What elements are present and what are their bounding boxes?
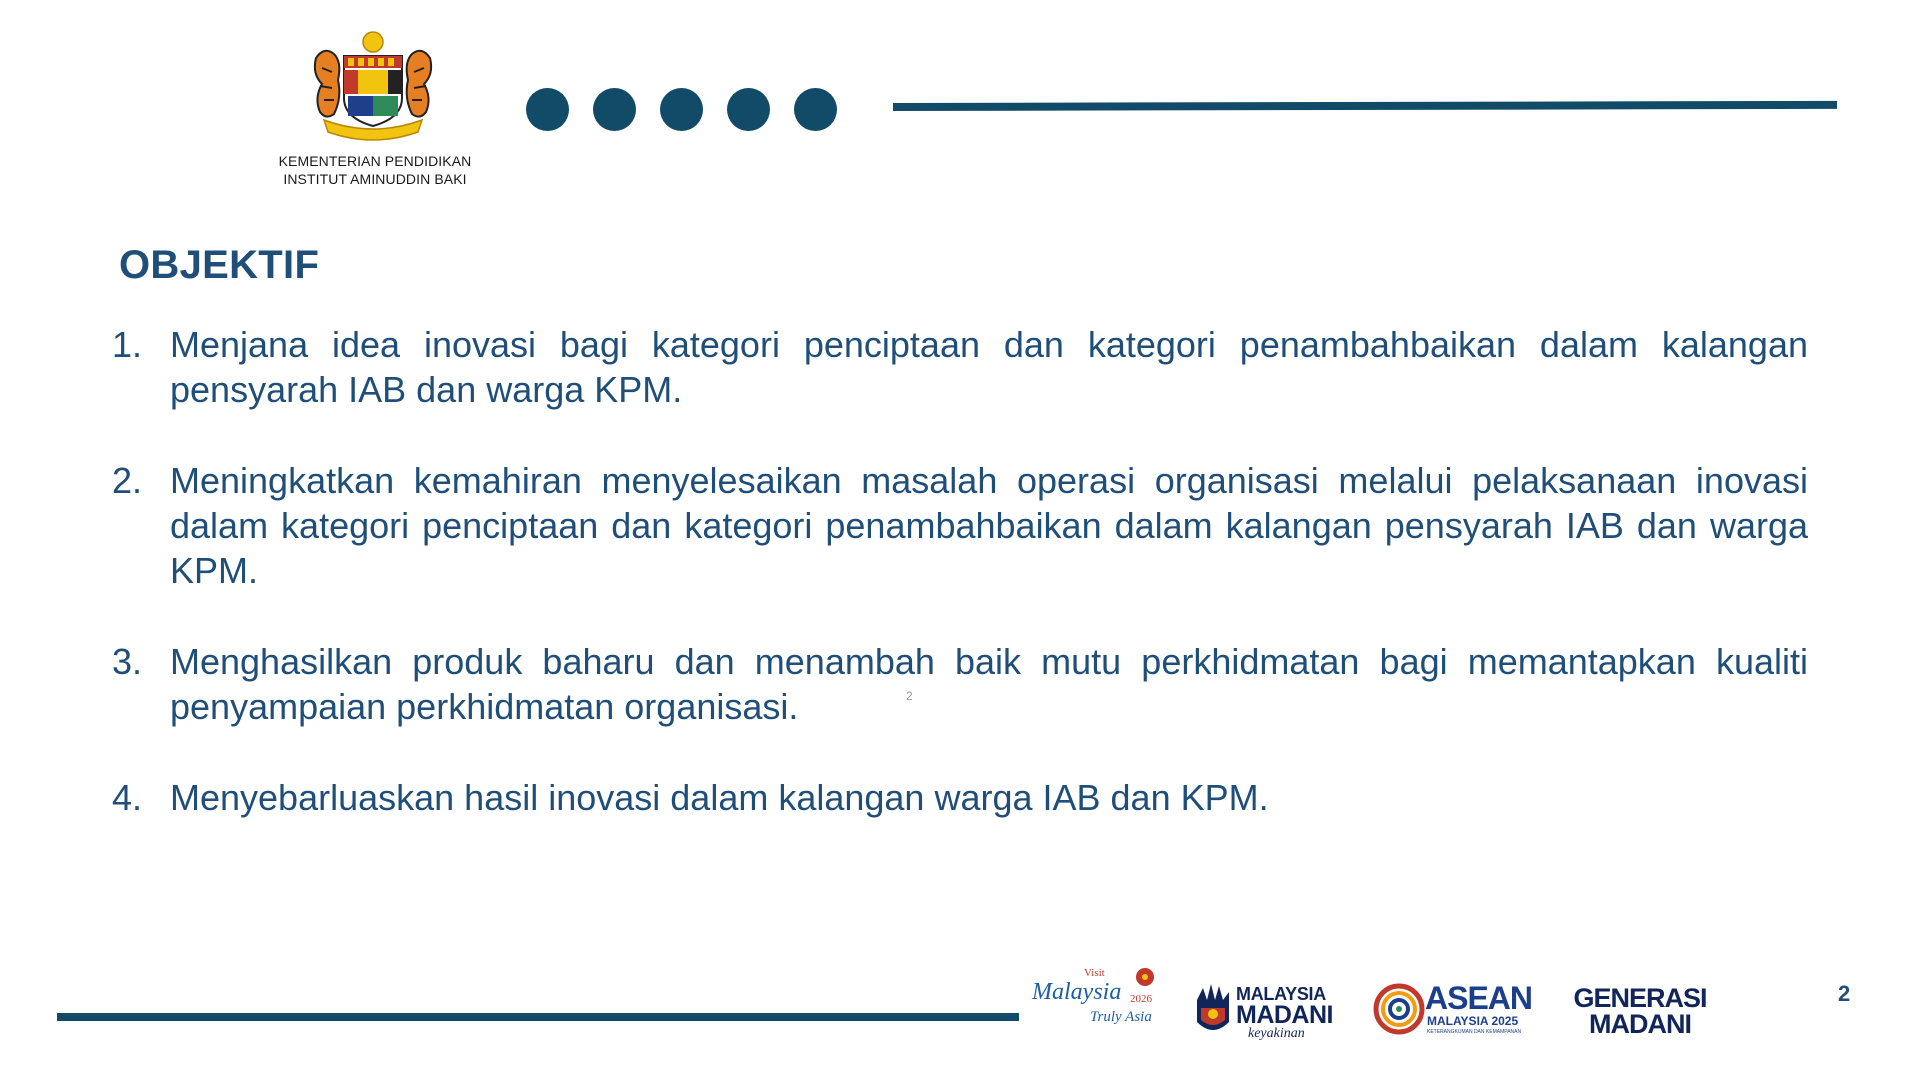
header-divider bbox=[893, 101, 1837, 111]
vm-malaysia-text: Malaysia bbox=[1032, 979, 1122, 1005]
objective-text: Menjana idea inovasi bagi kategori penciptaan dan kategori penambahbaikan dalam kalangan pensyarah IAB dan warga KPM. bbox=[170, 324, 1808, 410]
list-spacer bbox=[112, 593, 1808, 639]
madani-hand-icon bbox=[1193, 982, 1233, 1036]
decorative-dot bbox=[526, 88, 569, 131]
org-name-line1: KEMENTERIAN PENDIDIKAN bbox=[278, 153, 472, 169]
asean-line1: ASEAN bbox=[1425, 980, 1533, 1016]
decorative-dot bbox=[660, 88, 703, 131]
page-number: 2 bbox=[1838, 981, 1851, 1006]
madani-line1: MALAYSIA bbox=[1236, 984, 1326, 1004]
decorative-dot bbox=[727, 88, 770, 131]
objective-text: Meningkatkan kemahiran menyelesaikan masalah operasi organisasi melalui pelaksanaan inovasi dalam kategori penciptaan dan kategori penambahbaikan dalam kalangan pensyarah IAB dan warga KPM. bbox=[170, 460, 1808, 591]
objective-text: Menyebarluaskan hasil inovasi dalam kalangan warga IAB dan KPM. bbox=[170, 777, 1269, 818]
objective-item bbox=[112, 458, 1808, 593]
hibiscus-icon bbox=[1132, 965, 1158, 993]
org-name-line2: INSTITUT AMINUDDIN BAKI bbox=[283, 171, 467, 187]
decorative-dot bbox=[794, 88, 837, 131]
vm-visit-text: Visit bbox=[1084, 967, 1105, 979]
list-spacer bbox=[112, 729, 1808, 775]
asean-line3: KETERANGKUMAN DAN KEMAMPANAN bbox=[1427, 1029, 1522, 1035]
generasi-line1: GENERASI bbox=[1573, 983, 1707, 1013]
decorative-dots bbox=[526, 88, 837, 131]
generasi-madani-logo bbox=[1565, 985, 1715, 1039]
slide-marker: 2 bbox=[906, 689, 913, 703]
objective-number: 3. bbox=[112, 641, 143, 682]
visit-malaysia-2026-logo bbox=[1030, 965, 1165, 1037]
objective-number: 2. bbox=[112, 460, 143, 501]
malaysia-madani-logo bbox=[1193, 978, 1343, 1040]
list-spacer bbox=[112, 412, 1808, 458]
objective-item bbox=[112, 775, 1808, 820]
footer-divider bbox=[57, 1013, 1019, 1021]
organization-name bbox=[260, 152, 490, 188]
madani-line3: keyakinan bbox=[1248, 1026, 1305, 1041]
asean-swirl-icon bbox=[1373, 982, 1425, 1036]
objective-item bbox=[112, 322, 1808, 412]
decorative-dot bbox=[593, 88, 636, 131]
madani-line2: MADANI bbox=[1236, 1001, 1333, 1029]
slide-title: OBJEKTIF bbox=[119, 243, 320, 287]
malaysia-coat-of-arms-logo bbox=[308, 28, 438, 143]
objectives-list bbox=[112, 322, 1808, 820]
vm-year-text: 2026 bbox=[1130, 993, 1152, 1005]
vm-tagline-text: Truly Asia bbox=[1090, 1009, 1152, 1025]
asean-line2: MALAYSIA 2025 bbox=[1427, 1014, 1519, 1028]
objective-number: 1. bbox=[112, 324, 143, 365]
generasi-line2: MADANI bbox=[1589, 1009, 1691, 1039]
objective-text: Menghasilkan produk baharu dan menambah baik mutu perkhidmatan bagi memantapkan kualiti penyampaian perkhidmatan organisasi. bbox=[170, 641, 1808, 727]
objective-number: 4. bbox=[112, 777, 143, 818]
objective-item bbox=[112, 639, 1808, 729]
asean-malaysia-2025-logo bbox=[1373, 978, 1533, 1040]
